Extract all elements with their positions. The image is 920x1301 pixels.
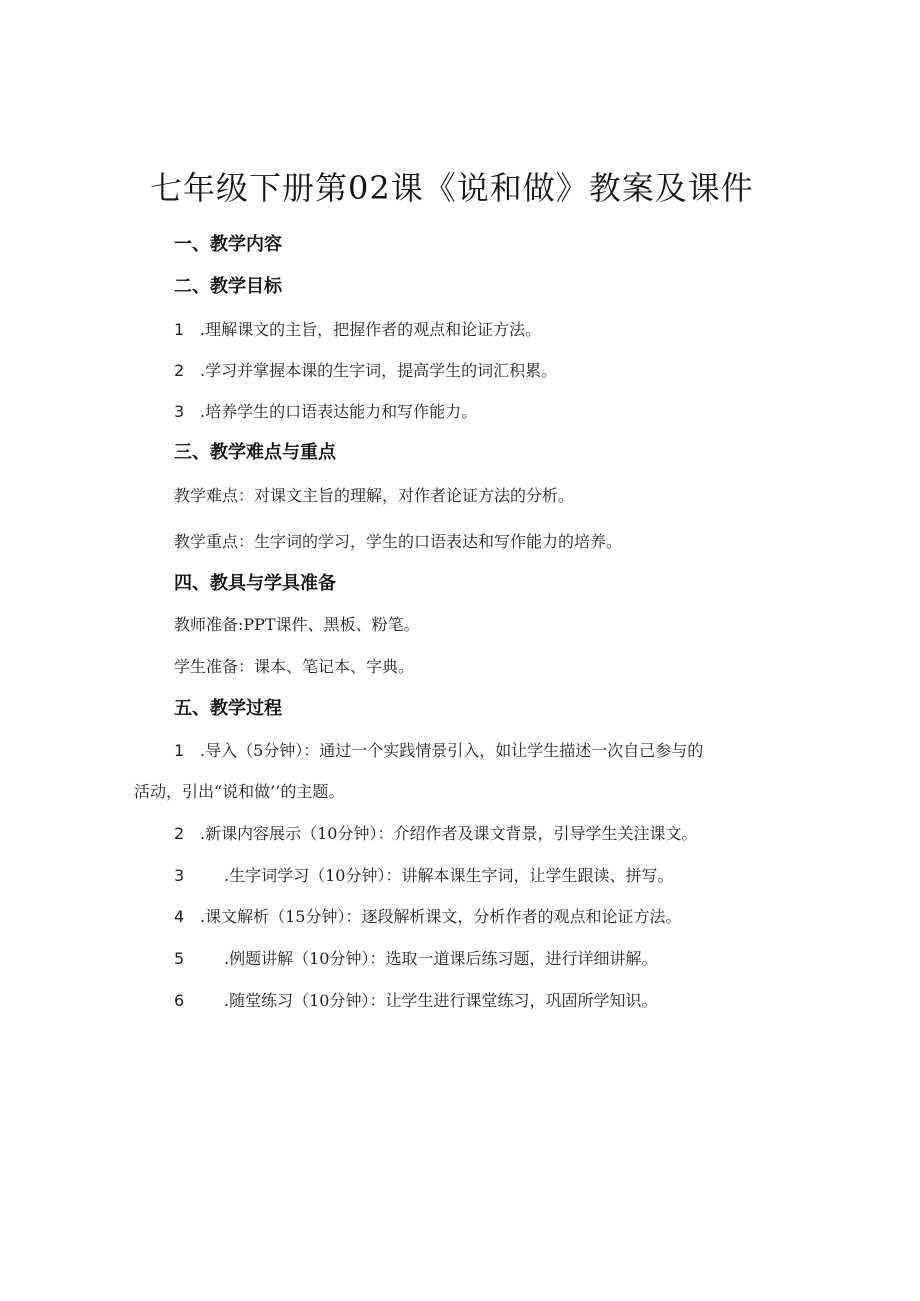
list-item [174, 864, 673, 888]
list-item-number: 4 [174, 907, 185, 926]
list-item-number: 6 [174, 991, 185, 1010]
list-item-continuation: 活动，引出“说和做’’的主题。 [134, 782, 345, 801]
section-heading-preparation: 四、教具与学具准备 [174, 573, 336, 594]
list-item [174, 989, 657, 1013]
section-heading-process: 五、教学过程 [174, 698, 282, 719]
list-item [174, 318, 541, 342]
list-item-number: 2 [174, 824, 185, 843]
list-item [174, 400, 477, 424]
section-heading-content: 一、教学内容 [174, 234, 282, 255]
paragraph: 学生准备：课本、笔记本、字典。 [174, 657, 415, 676]
list-item-number: 2 [174, 361, 185, 380]
list-item-text: .培养学生的口语表达能力和写作能力。 [200, 402, 478, 421]
list-item-text: .生字词学习（10分钟）：讲解本课生字词，让学生跟读、拼写。 [224, 866, 674, 885]
list-item-text: .学习并掌握本课的生字词，提高学生的词汇积累。 [200, 361, 558, 380]
list-item [174, 822, 697, 846]
page-title: 七年级下册第02课《说和做》教案及课件 [150, 169, 754, 207]
list-item-text: .随堂练习（10分钟）：让学生进行课堂练习，巩固所学知识。 [224, 991, 658, 1010]
list-item-text: .课文解析（15分钟）：逐段解析课文，分析作者的观点和论证方法。 [200, 907, 682, 926]
paragraph: 教师准备:PPT课件、黑板、粉笔。 [174, 615, 420, 634]
list-item-text: .新课内容展示（10分钟）：介绍作者及课文背景，引导学生关注课文。 [200, 824, 698, 843]
list-item-number: 3 [174, 402, 185, 421]
section-heading-objectives: 二、教学目标 [174, 276, 282, 297]
list-item [174, 359, 557, 383]
list-item [174, 905, 681, 929]
paragraph: 教学重点：生字词的学习，学生的口语表达和写作能力的培养。 [174, 532, 623, 551]
list-item [174, 947, 657, 971]
list-item-text: .例题讲解（10分钟）：选取一道课后练习题，进行详细讲解。 [224, 949, 658, 968]
section-heading-difficulties: 三、教学难点与重点 [174, 442, 336, 463]
list-item-number: 3 [174, 866, 185, 885]
list-item-number: 1 [174, 741, 185, 760]
list-item-number: 1 [174, 320, 185, 339]
paragraph: 教学难点：对课文主旨的理解，对作者论证方法的分析。 [174, 486, 575, 505]
list-item-text: .理解课文的主旨，把握作者的观点和论证方法。 [200, 320, 542, 339]
list-item [174, 739, 703, 763]
list-item-text: .导入（5分钟）：通过一个实践情景引入，如让学生描述一次自己参与的 [200, 741, 704, 760]
list-item-number: 5 [174, 949, 185, 968]
